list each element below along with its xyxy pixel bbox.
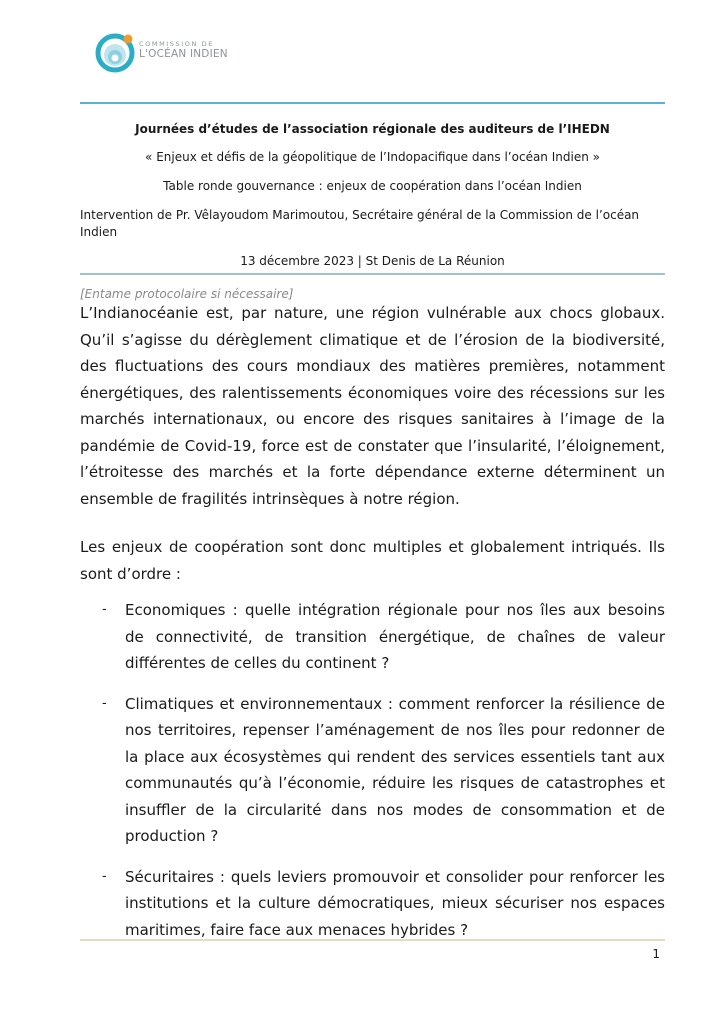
list-item — [80, 691, 665, 850]
stakes-list — [80, 597, 665, 957]
list-item — [80, 597, 665, 677]
logo-circles-icon — [95, 28, 137, 74]
paragraph-stakes: Les enjeux de coopération sont donc multiples et globalement intriqués. Ils sont d’ordre : — [80, 538, 665, 583]
document-subtitle: « Enjeux et défis de la géopolitique de l’Indopacifique dans l’océan Indien » — [145, 150, 600, 164]
logo-text-line1: COMMISSION DE — [139, 40, 214, 48]
intervention-line: Intervention de Pr. Vêlayoudom Marimoutou, Secrétaire général de la Commission de l’océan Indien — [80, 208, 640, 239]
footer-divider — [80, 939, 665, 941]
date-place: 13 décembre 2023 | St Denis de La Réunion — [240, 254, 505, 268]
page-number: 1 — [652, 947, 660, 961]
commission-logo — [95, 28, 245, 76]
dash-bullet-icon: - — [102, 868, 107, 884]
protocol-note: [Entame protocolaire si nécessaire] — [80, 287, 294, 301]
list-item — [80, 864, 665, 944]
list-item-text: Climatiques et environnementaux : comment renforcer la résilience de nos territoires, repenser l’aménagement de nos îles pour redonner de la place aux écosystèmes qui rendent des services essentiels tant aux communautés qu’à l’économie, réduire les risques de catastrophes et insuffler de la circularité dans nos modes de consommation et de production ? — [125, 694, 665, 845]
header-divider — [80, 102, 665, 104]
dash-bullet-icon: - — [102, 602, 107, 617]
list-item-text: Economiques : quelle intégration régionale pour nos îles aux besoins de connectivité, de transition énergétique, de chaînes de valeur différentes de celles du continent ? — [125, 601, 665, 672]
roundtable-title: Table ronde gouvernance : enjeux de coopération dans l’océan Indien — [163, 179, 582, 193]
list-item-text: Sécuritaires : quels leviers promouvoir et consolider pour renforcer les institutions et la culture démocratiques, mieux sécuriser nos espaces maritimes, faire face aux menaces hybrides ? — [125, 867, 665, 939]
logo-text-line2: L'OCÉAN INDIEN — [139, 48, 228, 60]
section-divider — [80, 273, 665, 275]
paragraph-intro: L’Indianocéanie est, par nature, une région vulnérable aux chocs globaux. Qu’il s’agisse du dérèglement climatique et de l’érosion de la biodiversité, des fluctuations des cours mondiaux des matières premières, notamment énergétiques, des ralentissements économiques voire des récessions sur les marchés internationaux, ou encore des risques sanitaires à l’image de la pandémie de Covid-19, force est de constater que l’insularité, l’éloignement, l’étroitesse des marchés et la forte dépendance externe déterminent un ensemble de fragilités intrinsèques à notre région. — [80, 304, 665, 508]
document-title: Journées d’études de l’association régionale des auditeurs de l’IHEDN — [135, 122, 610, 136]
dash-bullet-icon: - — [102, 695, 107, 711]
